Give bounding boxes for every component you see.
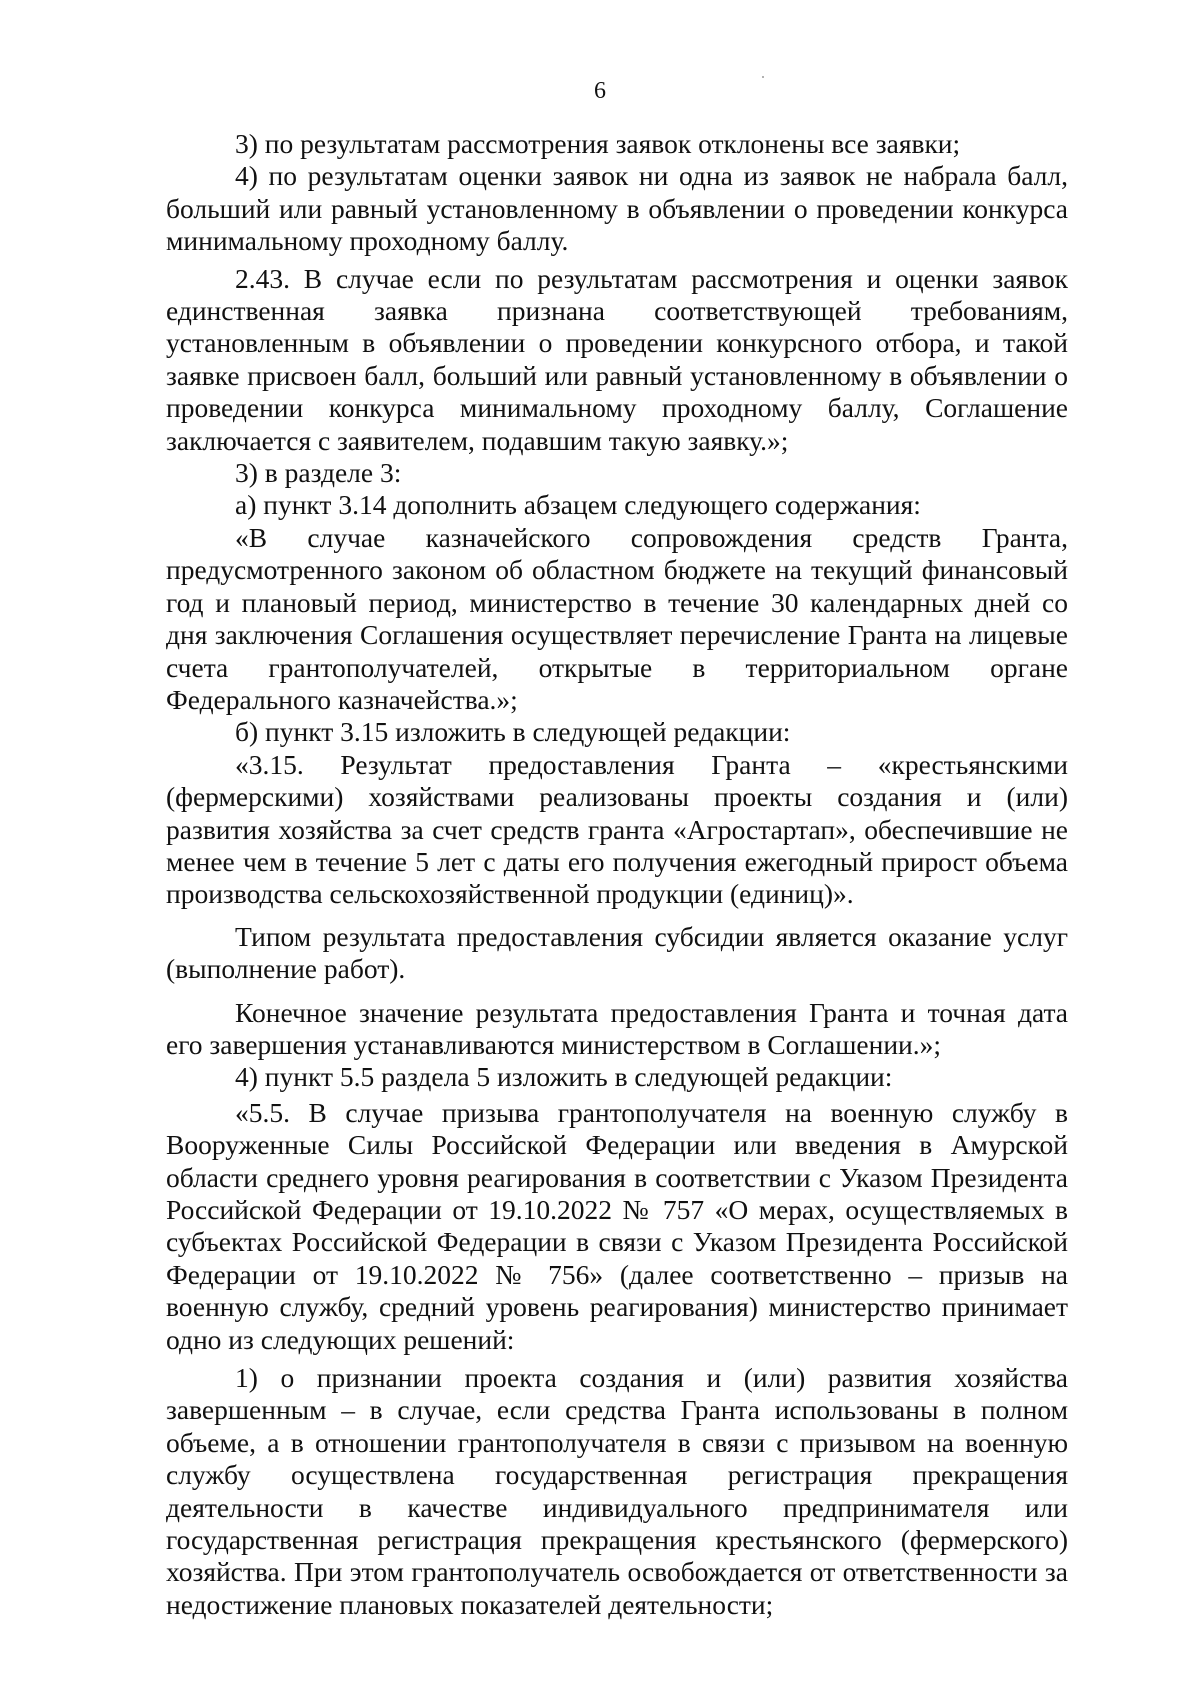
paragraph-result-type: Типом результата предоставления субсидии является оказание услуг (выполнение работ). [166, 920, 1068, 985]
paragraph-point-3-15-amendment: б) пункт 3.15 изложить в следующей редакции: [235, 716, 791, 748]
paragraph-treasury-support: «В случае казначейского сопровождения средств Гранта, предусмотренного законом об областном бюджете на текущий финансовый год и плановый период, министерство в течение 30 календарных дней со дня заключения Соглашения осуществляет перечисление Гранта на лицевые счета грантополучателей, открытые в территориальном органе Федерального казначейства.»; [166, 521, 1068, 715]
scan-speck [762, 76, 764, 78]
document-body [166, 128, 1068, 1621]
paragraph-point-3-14-amendment: а) пункт 3.14 дополнить абзацем следующего содержания: [235, 489, 921, 521]
page-number: 6 [594, 78, 606, 104]
paragraph-clause-3-15-result: «3.15. Результат предоставления Гранта – «крестьянскими (фермерскими) хозяйствами реализованы проекты создания и (или) развития хозяйства за счет средств гранта «Агростартап», обеспечившие не менее чем в течение 5 лет с даты его получения ежегодный прирост объема производства сельскохозяйственной продукции (единиц)». [166, 748, 1068, 910]
paragraph-clause-5-5: «5.5. В случае призыва грантополучателя на военную службу в Вооруженные Силы Российской Федерации или введения в Амурской области среднего уровня реагирования в соответствии с Указом Президента Российской Федерации от 19.10.2022 № 757 «О мерах, осуществляемых в субъектах Российской Федерации в связи с Указом Президента Российской Федерации от 19.10.2022 № 756» (далее соответственно – призыв на военную службу, средний уровень реагирования) министерство принимает одно из следующих решений: [166, 1096, 1068, 1355]
paragraph-final-value: Конечное значение результата предоставления Гранта и точная дата его завершения устанавливаются министерством в Соглашении.»; [166, 996, 1068, 1060]
paragraph-decision-1: 1) о признании проекта создания и (или) развития хозяйства завершенным – в случае, если средства Гранта использованы в полном объеме, а в отношении грантополучателя в связи с призывом на военную службу осуществлена государственная регистрация прекращения деятельности в качестве индивидуального предпринимателя или государственная регистрация прекращения крестьянского (фермерского) хозяйства. При этом грантополучатель освобождается от ответственности за недостижение плановых показателей деятельности; [166, 1362, 1068, 1620]
paragraph-section-3-intro: 3) в разделе 3: [235, 457, 402, 489]
paragraph-point-5-5-amendment: 4) пункт 5.5 раздела 5 изложить в следующей редакции: [235, 1061, 893, 1093]
paragraph-clause-2-43: 2.43. В случае если по результатам рассмотрения и оценки заявок единственная заявка признана соответствующей требованиям, установленным в объявлении о проведении конкурсного отбора, и такой заявке присвоен балл, больший или равный установленному в объявлении о проведении конкурса минимальному проходному баллу, Соглашение заключается с заявителем, подавшим такую заявку.»; [166, 262, 1068, 456]
paragraph-item-4-min-score: 4) по результатам оценки заявок ни одна из заявок не набрала балл, больший или равный установленному в объявлении о проведении конкурса минимальному проходному баллу. [166, 160, 1068, 257]
paragraph-item-3-rejected: 3) по результатам рассмотрения заявок отклонены все заявки; [235, 128, 961, 159]
